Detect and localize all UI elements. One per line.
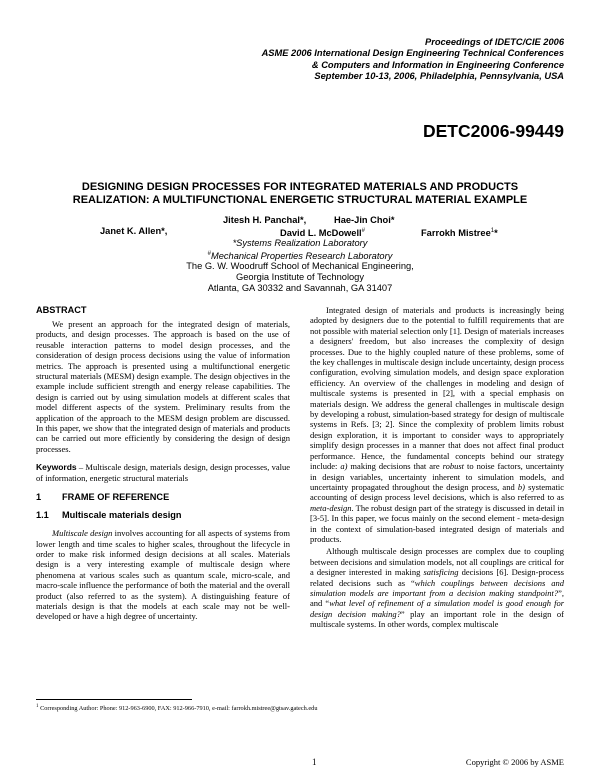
p1-text-4: systematic accounting of design process level decisions, which is also referred to as xyxy=(310,481,564,503)
header-line-proceedings: Proceedings of IDETC/CIE 2006 xyxy=(425,37,564,47)
affiliation-mprl-sup: # xyxy=(207,251,211,258)
p1-text-2: making decisions that are xyxy=(347,461,443,472)
abstract-heading: ABSTRACT xyxy=(36,305,87,315)
section-1-number: 1 xyxy=(36,492,42,503)
p1-item-a: a) xyxy=(340,461,348,472)
multiscale-paragraph xyxy=(36,528,290,622)
footnote-marker: 1 xyxy=(36,704,39,709)
footnote-text: Corresponding Author: Phone: 912-963-6900, FAX: 912-966-7910, e-mail: farrokh.mistree@gtsav.gatech.edu xyxy=(38,705,318,713)
authors-row-1 xyxy=(36,215,564,226)
p2-satisficing-term: satisficing xyxy=(423,567,459,578)
affiliation-mprl xyxy=(36,249,564,260)
p1-robust-term: robust xyxy=(442,461,465,472)
author-mcdowell-name: David L. McDowell xyxy=(280,228,362,239)
footnote-divider xyxy=(36,699,192,700)
authors-block xyxy=(36,215,564,295)
keywords xyxy=(36,462,290,483)
author-mcdowell-sup: # xyxy=(361,228,365,235)
abstract-text: We present an approach for the integrated design of materials, products, and design processes. The approach is based on the use of reusable interaction patterns to model design processes, and the consideration of design process decisions using the value of information metrics. The approach is presented using a multifunctional energetic structural materials (MESM) design example. The design objectives in the example include sufficient strength and energy release capabilities. The design is carried out by using simulation models at different scales that model different aspects of the system. Preliminary results from the application of the approach to the MESM design problem are discussed. In this paper, we show that the integrated design of materials and products can be carried out more efficiently by considering the design of design processes. xyxy=(36,319,290,454)
p1-text-3: to noise factors, uncertainty in design variables, uncertainty inherent to simulation models, and uncertainty propagated throughout the design process, and xyxy=(310,461,564,492)
title-line-2: REALIZATION: A MULTIFUNCTIONAL ENERGETIC STRUCTURAL MATERIAL EXAMPLE xyxy=(72,194,528,206)
p2-text-4: ” play an important role in the design of multiscale systems. In other words, complex multiscale xyxy=(310,608,564,630)
p2-question-2: what level of refinement of a simulation model is good enough for design decision making? xyxy=(310,598,565,619)
right-column xyxy=(310,305,564,630)
header-line-dates: September 10-13, 2006, Philadelphia, Pennsylvania, USA xyxy=(314,71,564,82)
p2-text-1: Although multiscale design processes are complex due to coupling between decisions and simulation models, not all couplings are critical for a designer interested in making xyxy=(310,546,564,578)
page-number: 1 xyxy=(312,757,317,767)
affiliation-mprl-text: Mechanical Properties Research Laboratory xyxy=(210,251,393,262)
integrated-design-paragraph xyxy=(310,305,564,544)
section-1-1-heading xyxy=(36,510,290,521)
multiscale-complexity-paragraph xyxy=(310,546,564,629)
author-mistree-name: Farrokh Mistree xyxy=(421,228,491,239)
multiscale-term: Multiscale design xyxy=(52,528,113,539)
copyright-notice: Copyright © 2006 by ASME xyxy=(465,757,564,767)
header-line-conference: ASME 2006 International Design Engineering Technical Conferences xyxy=(261,48,564,59)
paper-id: DETC2006-99449 xyxy=(422,121,564,141)
affiliation-institute: Georgia Institute of Technology xyxy=(236,271,364,282)
p1-text-5: . The robust design part of the strategy is discussed in detail in [3-5]. In this paper, we focus mainly on the second element - meta-design in the context of simulation-based integrated design of materials and products. xyxy=(310,502,564,544)
author-panchal: Jitesh H. Panchal*, xyxy=(223,215,307,225)
section-1-1-number: 1.1 xyxy=(36,510,49,521)
p2-text-2: decisions [6]. Design-process related decisions such as “ xyxy=(310,567,564,588)
section-1-1-title: Multiscale materials design xyxy=(62,510,182,521)
p2-question-1: which couplings between decisions and simulation models are important from a decision making standpoint? xyxy=(310,577,564,598)
conference-header xyxy=(204,37,564,83)
p1-meta-design-term: meta-design xyxy=(310,502,352,513)
multiscale-text: involves accounting for all aspects of systems from lower length and time scales to higher scales, throughout the lifecycle in order to make risk informed design decisions at all scales. Materials design is a very interesting example of multiscale design where phenomena at various scales such as quantum scale, micro-scale, and macro-scale influence the performance of both the material and the overall product (also referred to as the system). A distinguishing feature of materials design is that the models at each scale may not be well-developed or have a high degree of uncertainty. xyxy=(36,528,290,622)
author-allen: Janet K. Allen*, xyxy=(100,226,168,237)
section-1-title: FRAME OF REFERENCE xyxy=(62,492,170,503)
left-column xyxy=(36,305,290,622)
authors-row-2 xyxy=(36,226,564,237)
author-mistree-sup: 1 xyxy=(490,228,495,235)
author-choi: Hae-Jin Choi* xyxy=(334,215,395,225)
author-mistree-star: * xyxy=(494,228,498,239)
section-1-heading xyxy=(36,492,290,503)
header-line-conference-2: & Computers and Information in Engineering Conference xyxy=(311,59,564,70)
affiliation-address: Atlanta, GA 30332 and Savannah, GA 31407 xyxy=(207,283,393,294)
keywords-label: Keywords xyxy=(36,462,77,473)
paper-title xyxy=(36,181,564,207)
affiliation-school: The G. W. Woodruff School of Mechanical Engineering, xyxy=(186,260,414,271)
p1-item-b: b) xyxy=(517,481,525,492)
p1-text-1: Integrated design of materials and products is increasingly being adopted by designers due to the potential to fulfill requirements that are not possible with material selection only [1]. Design of materials increases a designers' freedom, but also increases the complexity of design processes. Due to the highly coupled nature of these problems, some of the key challenges in multiscale design include uncertainty, design process configuration, evolving simulation models, and design space exploration efficiency. An overview of the challenges in modeling and design of multiscale systems is presented in [2], with a special emphasis on materials design. We address the general challenges in multiscale design by developing a robust, simulation-based strategy for design of multiscale systems in Refs. [3; 2]. Since the complexity of problem limits robust design exploration, it is important to consider ways to appropriately simplify design processes in a manner that does not affect final product performance. Hence, the fundamental concepts behind our strategy include: xyxy=(310,305,564,472)
footnote xyxy=(36,704,317,712)
title-line-1: DESIGNING DESIGN PROCESSES FOR INTEGRATED MATERIALS AND PRODUCTS xyxy=(81,181,519,193)
affiliation-srl: *Systems Realization Laboratory xyxy=(232,237,368,248)
keywords-text: – Multiscale design, materials design, design processes, value of information, energetic structural materials xyxy=(36,462,290,483)
p2-text-3: ”, and “ xyxy=(310,587,564,609)
